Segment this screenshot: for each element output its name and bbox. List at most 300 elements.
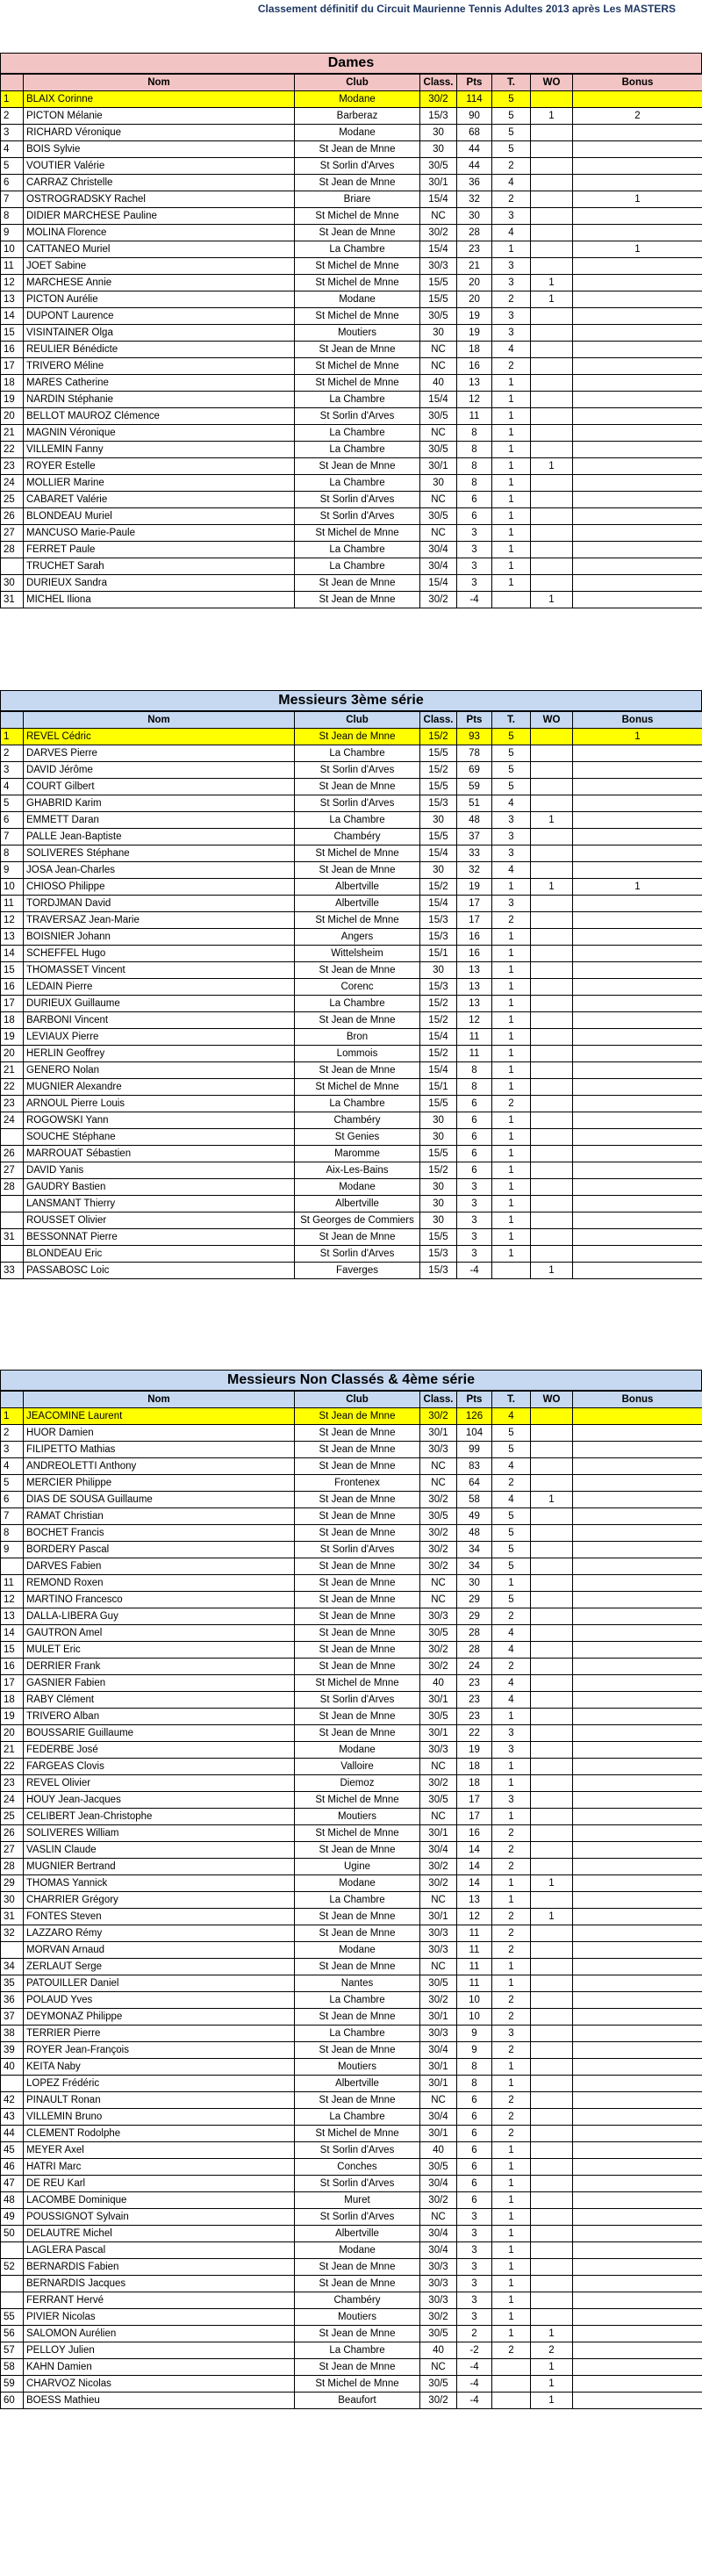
points-cell: 114 bbox=[457, 91, 492, 108]
rank-cell: 56 bbox=[1, 2326, 24, 2342]
bonus-cell bbox=[573, 1942, 702, 1959]
name-cell: TRIVERO Méline bbox=[24, 358, 295, 375]
bonus-cell bbox=[573, 845, 702, 862]
table-row bbox=[1, 1675, 702, 1692]
class-cell: NC bbox=[420, 1575, 457, 1592]
wo-cell bbox=[531, 1725, 573, 1742]
wo-cell bbox=[531, 225, 573, 241]
class-cell: 30/2 bbox=[420, 1542, 457, 1558]
name-cell: CHIOSO Philippe bbox=[24, 879, 295, 896]
club-cell: Beaufort bbox=[295, 2393, 420, 2409]
table-row bbox=[1, 1775, 702, 1792]
points-cell: 11 bbox=[457, 1046, 492, 1062]
class-cell: NC bbox=[420, 358, 457, 375]
wo-cell bbox=[531, 208, 573, 225]
wo-cell bbox=[531, 91, 573, 108]
club-cell: Albertville bbox=[295, 1196, 420, 1212]
name-cell: DAVID Yanis bbox=[24, 1162, 295, 1179]
class-cell: NC bbox=[420, 525, 457, 542]
bonus-cell bbox=[573, 1875, 702, 1892]
rank-cell: 24 bbox=[1, 1792, 24, 1809]
rank-cell bbox=[1, 2076, 24, 2092]
table-row bbox=[1, 1942, 702, 1959]
class-cell: 15/4 bbox=[420, 896, 457, 912]
class-cell: 30/2 bbox=[420, 1992, 457, 2009]
class-cell: 15/5 bbox=[420, 1146, 457, 1162]
table-row bbox=[1, 962, 702, 979]
tournois-cell: 2 bbox=[492, 1096, 531, 1112]
name-cell: KAHN Damien bbox=[24, 2359, 295, 2376]
tournois-cell: 2 bbox=[492, 1842, 531, 1859]
club-cell: St Jean de Mnne bbox=[295, 2092, 420, 2109]
class-cell: 15/1 bbox=[420, 1079, 457, 1096]
club-cell: St Michel de Mnne bbox=[295, 375, 420, 392]
name-cell: ROYER Estelle bbox=[24, 458, 295, 475]
club-cell: Corenc bbox=[295, 979, 420, 996]
class-cell: 30/4 bbox=[420, 542, 457, 558]
wo-cell: 1 bbox=[531, 2326, 573, 2342]
name-cell: POLAUD Yves bbox=[24, 1992, 295, 2009]
tournois-cell: 1 bbox=[492, 2226, 531, 2242]
bonus-cell bbox=[573, 1809, 702, 1825]
column-header-points: Pts bbox=[457, 75, 492, 91]
bonus-cell bbox=[573, 1892, 702, 1909]
table-row bbox=[1, 845, 702, 862]
wo-cell bbox=[531, 2042, 573, 2059]
bonus-cell: 1 bbox=[573, 879, 702, 896]
club-cell: Modane bbox=[295, 125, 420, 141]
points-cell: 14 bbox=[457, 1859, 492, 1875]
points-cell: 6 bbox=[457, 1146, 492, 1162]
wo-cell bbox=[531, 2259, 573, 2276]
table-row bbox=[1, 1792, 702, 1809]
club-cell: Aix-Les-Bains bbox=[295, 1162, 420, 1179]
club-cell: Faverges bbox=[295, 1263, 420, 1279]
bonus-cell bbox=[573, 2226, 702, 2242]
class-cell: 30/5 bbox=[420, 408, 457, 425]
table-row bbox=[1, 1825, 702, 1842]
bonus-cell bbox=[573, 795, 702, 812]
points-cell: 13 bbox=[457, 996, 492, 1012]
club-cell: La Chambre bbox=[295, 996, 420, 1012]
points-cell: 18 bbox=[457, 1759, 492, 1775]
rank-cell: 19 bbox=[1, 1029, 24, 1046]
class-cell: 30/2 bbox=[420, 2393, 457, 2409]
name-cell: RABY Clément bbox=[24, 1692, 295, 1709]
bonus-cell bbox=[573, 375, 702, 392]
bonus-cell bbox=[573, 208, 702, 225]
wo-cell bbox=[531, 862, 573, 879]
club-cell: La Chambre bbox=[295, 1892, 420, 1909]
points-cell: 9 bbox=[457, 2026, 492, 2042]
rank-cell: 52 bbox=[1, 2259, 24, 2276]
name-cell: DURIEUX Sandra bbox=[24, 575, 295, 592]
points-cell: 6 bbox=[457, 1112, 492, 1129]
rank-cell: 30 bbox=[1, 1892, 24, 1909]
wo-cell bbox=[531, 325, 573, 342]
class-cell: NC bbox=[420, 425, 457, 442]
bonus-cell bbox=[573, 2092, 702, 2109]
tournois-cell: 1 bbox=[492, 1246, 531, 1263]
tournois-cell: 1 bbox=[492, 1892, 531, 1909]
rank-cell: 47 bbox=[1, 2176, 24, 2192]
bonus-cell bbox=[573, 1079, 702, 1096]
points-cell: 17 bbox=[457, 912, 492, 929]
wo-cell bbox=[531, 745, 573, 762]
tournois-cell: 5 bbox=[492, 91, 531, 108]
table-row bbox=[1, 2059, 702, 2076]
table-row bbox=[1, 1709, 702, 1725]
club-cell: St Sorlin d'Arves bbox=[295, 1692, 420, 1709]
rank-cell: 10 bbox=[1, 879, 24, 896]
club-cell: St Jean de Mnne bbox=[295, 962, 420, 979]
wo-cell: 1 bbox=[531, 291, 573, 308]
bonus-cell bbox=[573, 158, 702, 175]
club-cell: Albertville bbox=[295, 2076, 420, 2092]
points-cell: -2 bbox=[457, 2342, 492, 2359]
points-cell: 11 bbox=[457, 1975, 492, 1992]
club-cell: Moutiers bbox=[295, 2059, 420, 2076]
wo-cell bbox=[531, 558, 573, 575]
name-cell: LANSMANT Thierry bbox=[24, 1196, 295, 1212]
bonus-cell bbox=[573, 1992, 702, 2009]
club-cell: St Jean de Mnne bbox=[295, 1229, 420, 1246]
rank-cell: 1 bbox=[1, 91, 24, 108]
club-cell: Chambéry bbox=[295, 829, 420, 845]
club-cell: St Jean de Mnne bbox=[295, 1408, 420, 1425]
table-row bbox=[1, 795, 702, 812]
name-cell: FERRANT Hervé bbox=[24, 2292, 295, 2309]
class-cell: 30/3 bbox=[420, 1442, 457, 1458]
points-cell: 8 bbox=[457, 442, 492, 458]
tournois-cell: 2 bbox=[492, 1475, 531, 1492]
name-cell: SALOMON Aurélien bbox=[24, 2326, 295, 2342]
wo-cell bbox=[531, 1229, 573, 1246]
club-cell: Albertville bbox=[295, 2226, 420, 2242]
tournois-cell: 4 bbox=[492, 1625, 531, 1642]
club-cell: St Michel de Mnne bbox=[295, 912, 420, 929]
points-cell: 3 bbox=[457, 1179, 492, 1196]
bonus-cell bbox=[573, 392, 702, 408]
table-row bbox=[1, 1229, 702, 1246]
rank-cell: 15 bbox=[1, 1642, 24, 1659]
bonus-cell bbox=[573, 2376, 702, 2393]
class-cell: 30 bbox=[420, 1179, 457, 1196]
ranking-table bbox=[0, 74, 702, 608]
section-dames bbox=[0, 53, 702, 608]
column-header-bonus: Bonus bbox=[573, 1392, 702, 1408]
table-row bbox=[1, 929, 702, 946]
name-cell: REULIER Bénédicte bbox=[24, 342, 295, 358]
bonus-cell bbox=[573, 475, 702, 492]
name-cell: LOPEZ Frédéric bbox=[24, 2076, 295, 2092]
points-cell: 34 bbox=[457, 1558, 492, 1575]
class-cell: 30/3 bbox=[420, 2292, 457, 2309]
name-cell: DELAUTRE Michel bbox=[24, 2226, 295, 2242]
class-cell: 30 bbox=[420, 1129, 457, 1146]
wo-cell bbox=[531, 1942, 573, 1959]
table-row bbox=[1, 208, 702, 225]
name-cell: PIVIER Nicolas bbox=[24, 2309, 295, 2326]
rank-cell: 45 bbox=[1, 2142, 24, 2159]
class-cell: 30 bbox=[420, 475, 457, 492]
bonus-cell bbox=[573, 829, 702, 845]
rank-cell: 28 bbox=[1, 1179, 24, 1196]
points-cell: 3 bbox=[457, 2242, 492, 2259]
rank-cell: 11 bbox=[1, 896, 24, 912]
table-row bbox=[1, 1742, 702, 1759]
wo-cell bbox=[531, 1842, 573, 1859]
wo-cell bbox=[531, 779, 573, 795]
club-cell: St Jean de Mnne bbox=[295, 2259, 420, 2276]
rank-cell: 20 bbox=[1, 1725, 24, 1742]
column-header-rank bbox=[1, 712, 24, 729]
class-cell: 15/3 bbox=[420, 979, 457, 996]
column-header-tournois: T. bbox=[492, 712, 531, 729]
club-cell: St Jean de Mnne bbox=[295, 1062, 420, 1079]
bonus-cell bbox=[573, 1959, 702, 1975]
table-row bbox=[1, 1759, 702, 1775]
name-cell: MULET Eric bbox=[24, 1642, 295, 1659]
name-cell: MARCHESE Annie bbox=[24, 275, 295, 291]
bonus-cell bbox=[573, 308, 702, 325]
class-cell: 40 bbox=[420, 375, 457, 392]
name-cell: DE REU Karl bbox=[24, 2176, 295, 2192]
tournois-cell: 3 bbox=[492, 308, 531, 325]
wo-cell bbox=[531, 979, 573, 996]
points-cell: 104 bbox=[457, 1425, 492, 1442]
wo-cell: 1 bbox=[531, 2376, 573, 2393]
class-cell: NC bbox=[420, 208, 457, 225]
class-cell: NC bbox=[420, 1475, 457, 1492]
class-cell: 15/4 bbox=[420, 191, 457, 208]
rank-cell: 57 bbox=[1, 2342, 24, 2359]
rank-cell: 19 bbox=[1, 1709, 24, 1725]
wo-cell: 1 bbox=[531, 275, 573, 291]
points-cell: 126 bbox=[457, 1408, 492, 1425]
rank-cell: 18 bbox=[1, 1692, 24, 1709]
club-cell: Modane bbox=[295, 1179, 420, 1196]
rank-cell: 48 bbox=[1, 2192, 24, 2209]
tournois-cell: 1 bbox=[492, 2076, 531, 2092]
name-cell: SCHEFFEL Hugo bbox=[24, 946, 295, 962]
table-row bbox=[1, 275, 702, 291]
wo-cell bbox=[531, 1146, 573, 1162]
name-cell: RICHARD Véronique bbox=[24, 125, 295, 141]
points-cell: 9 bbox=[457, 2042, 492, 2059]
tournois-cell: 1 bbox=[492, 979, 531, 996]
table-row bbox=[1, 829, 702, 845]
table-row bbox=[1, 2026, 702, 2042]
column-header-club: Club bbox=[295, 1392, 420, 1408]
class-cell: 30/2 bbox=[420, 2192, 457, 2209]
tournois-cell: 1 bbox=[492, 2242, 531, 2259]
club-cell: Barberaz bbox=[295, 108, 420, 125]
class-cell: NC bbox=[420, 2359, 457, 2376]
rank-cell: 14 bbox=[1, 946, 24, 962]
class-cell: 30/3 bbox=[420, 2026, 457, 2042]
table-row bbox=[1, 1992, 702, 2009]
club-cell: St Sorlin d'Arves bbox=[295, 158, 420, 175]
wo-cell bbox=[531, 1425, 573, 1442]
tournois-cell: 1 bbox=[492, 558, 531, 575]
name-cell: MUGNIER Alexandre bbox=[24, 1079, 295, 1096]
points-cell: 3 bbox=[457, 2226, 492, 2242]
tournois-cell: 5 bbox=[492, 1508, 531, 1525]
table-row bbox=[1, 1263, 702, 1279]
column-header-nom: Nom bbox=[24, 1392, 295, 1408]
points-cell: 32 bbox=[457, 862, 492, 879]
bonus-cell bbox=[573, 2159, 702, 2176]
club-cell: Wittelsheim bbox=[295, 946, 420, 962]
points-cell: 3 bbox=[457, 2309, 492, 2326]
table-row bbox=[1, 1608, 702, 1625]
class-cell: NC bbox=[420, 2092, 457, 2109]
wo-cell bbox=[531, 1575, 573, 1592]
club-cell: St Sorlin d'Arves bbox=[295, 795, 420, 812]
class-cell: 15/3 bbox=[420, 795, 457, 812]
table-row bbox=[1, 862, 702, 879]
tournois-cell: 4 bbox=[492, 1492, 531, 1508]
club-cell: La Chambre bbox=[295, 558, 420, 575]
tournois-cell: 4 bbox=[492, 1458, 531, 1475]
name-cell: SOLIVERES Stéphane bbox=[24, 845, 295, 862]
tournois-cell: 5 bbox=[492, 1558, 531, 1575]
tournois-cell: 2 bbox=[492, 291, 531, 308]
bonus-cell bbox=[573, 2342, 702, 2359]
table-row bbox=[1, 141, 702, 158]
name-cell: ANDREOLETTI Anthony bbox=[24, 1458, 295, 1475]
table-row bbox=[1, 358, 702, 375]
name-cell: PICTON Aurélie bbox=[24, 291, 295, 308]
name-cell: ROGOWSKI Yann bbox=[24, 1112, 295, 1129]
points-cell: 59 bbox=[457, 779, 492, 795]
points-cell: 3 bbox=[457, 525, 492, 542]
bonus-cell bbox=[573, 2126, 702, 2142]
tournois-cell: 1 bbox=[492, 1029, 531, 1046]
wo-cell bbox=[531, 2209, 573, 2226]
rank-cell bbox=[1, 2242, 24, 2259]
class-cell: 30 bbox=[420, 125, 457, 141]
table-row bbox=[1, 2292, 702, 2309]
name-cell: LEVIAUX Pierre bbox=[24, 1029, 295, 1046]
tournois-cell: 1 bbox=[492, 1196, 531, 1212]
rank-cell: 13 bbox=[1, 929, 24, 946]
rank-cell: 1 bbox=[1, 729, 24, 745]
name-cell: CHARRIER Grégory bbox=[24, 1892, 295, 1909]
points-cell: 18 bbox=[457, 1775, 492, 1792]
table-row bbox=[1, 325, 702, 342]
bonus-cell bbox=[573, 2359, 702, 2376]
wo-cell bbox=[531, 1692, 573, 1709]
points-cell: 6 bbox=[457, 2192, 492, 2209]
rank-cell: 22 bbox=[1, 442, 24, 458]
name-cell: TRAVERSAZ Jean-Marie bbox=[24, 912, 295, 929]
table-row bbox=[1, 2176, 702, 2192]
tournois-cell: 3 bbox=[492, 258, 531, 275]
points-cell: 93 bbox=[457, 729, 492, 745]
class-cell: NC bbox=[420, 1458, 457, 1475]
name-cell: HOUY Jean-Jacques bbox=[24, 1792, 295, 1809]
rank-cell: 6 bbox=[1, 812, 24, 829]
bonus-cell bbox=[573, 492, 702, 508]
rank-cell: 39 bbox=[1, 2042, 24, 2059]
points-cell: 21 bbox=[457, 258, 492, 275]
rank-cell: 26 bbox=[1, 508, 24, 525]
rank-cell: 16 bbox=[1, 342, 24, 358]
table-row bbox=[1, 1492, 702, 1508]
table-row bbox=[1, 175, 702, 191]
tournois-cell: 1 bbox=[492, 542, 531, 558]
rank-cell: 49 bbox=[1, 2209, 24, 2226]
class-cell: 30/1 bbox=[420, 2009, 457, 2026]
wo-cell bbox=[531, 1542, 573, 1558]
points-cell: -4 bbox=[457, 2376, 492, 2393]
bonus-cell bbox=[573, 779, 702, 795]
club-cell: St Jean de Mnne bbox=[295, 1575, 420, 1592]
class-cell: 30/3 bbox=[420, 1942, 457, 1959]
rank-cell: 8 bbox=[1, 845, 24, 862]
table-row bbox=[1, 1475, 702, 1492]
name-cell: THOMAS Yannick bbox=[24, 1875, 295, 1892]
name-cell: PICTON Mélanie bbox=[24, 108, 295, 125]
points-cell: 37 bbox=[457, 829, 492, 845]
class-cell: 30/4 bbox=[420, 2109, 457, 2126]
club-cell: St Jean de Mnne bbox=[295, 2042, 420, 2059]
wo-cell: 1 bbox=[531, 879, 573, 896]
name-cell: VILLEMIN Fanny bbox=[24, 442, 295, 458]
class-cell: 30/1 bbox=[420, 1725, 457, 1742]
club-cell: St Jean de Mnne bbox=[295, 1458, 420, 1475]
club-cell: Muret bbox=[295, 2192, 420, 2209]
name-cell: JEACOMINE Laurent bbox=[24, 1408, 295, 1425]
points-cell: 23 bbox=[457, 1675, 492, 1692]
class-cell: 30/1 bbox=[420, 175, 457, 191]
club-cell: La Chambre bbox=[295, 1992, 420, 2009]
points-cell: -4 bbox=[457, 1263, 492, 1279]
bonus-cell bbox=[573, 1492, 702, 1508]
club-cell: Albertville bbox=[295, 896, 420, 912]
bonus-cell bbox=[573, 929, 702, 946]
club-cell: La Chambre bbox=[295, 425, 420, 442]
club-cell: St Michel de Mnne bbox=[295, 275, 420, 291]
wo-cell: 1 bbox=[531, 1263, 573, 1279]
table-row bbox=[1, 1408, 702, 1425]
rank-cell: 37 bbox=[1, 2009, 24, 2026]
section-messieurs-3eme-serie bbox=[0, 690, 702, 1279]
name-cell: FERRET Paule bbox=[24, 542, 295, 558]
rank-cell: 7 bbox=[1, 191, 24, 208]
name-cell: DURIEUX Guillaume bbox=[24, 996, 295, 1012]
bonus-cell bbox=[573, 1642, 702, 1659]
name-cell: LEDAIN Pierre bbox=[24, 979, 295, 996]
bonus-cell bbox=[573, 1692, 702, 1709]
name-cell: CHARVOZ Nicolas bbox=[24, 2376, 295, 2393]
class-cell: 30/1 bbox=[420, 1692, 457, 1709]
tournois-cell: 3 bbox=[492, 812, 531, 829]
club-cell: Modane bbox=[295, 1875, 420, 1892]
rank-cell: 10 bbox=[1, 241, 24, 258]
points-cell: 34 bbox=[457, 1542, 492, 1558]
table-row bbox=[1, 2242, 702, 2259]
table-row bbox=[1, 575, 702, 592]
class-cell: NC bbox=[420, 492, 457, 508]
wo-cell bbox=[531, 2192, 573, 2209]
wo-cell bbox=[531, 1759, 573, 1775]
name-cell: FONTES Steven bbox=[24, 1909, 295, 1925]
points-cell: -4 bbox=[457, 2393, 492, 2409]
table-row bbox=[1, 1508, 702, 1525]
